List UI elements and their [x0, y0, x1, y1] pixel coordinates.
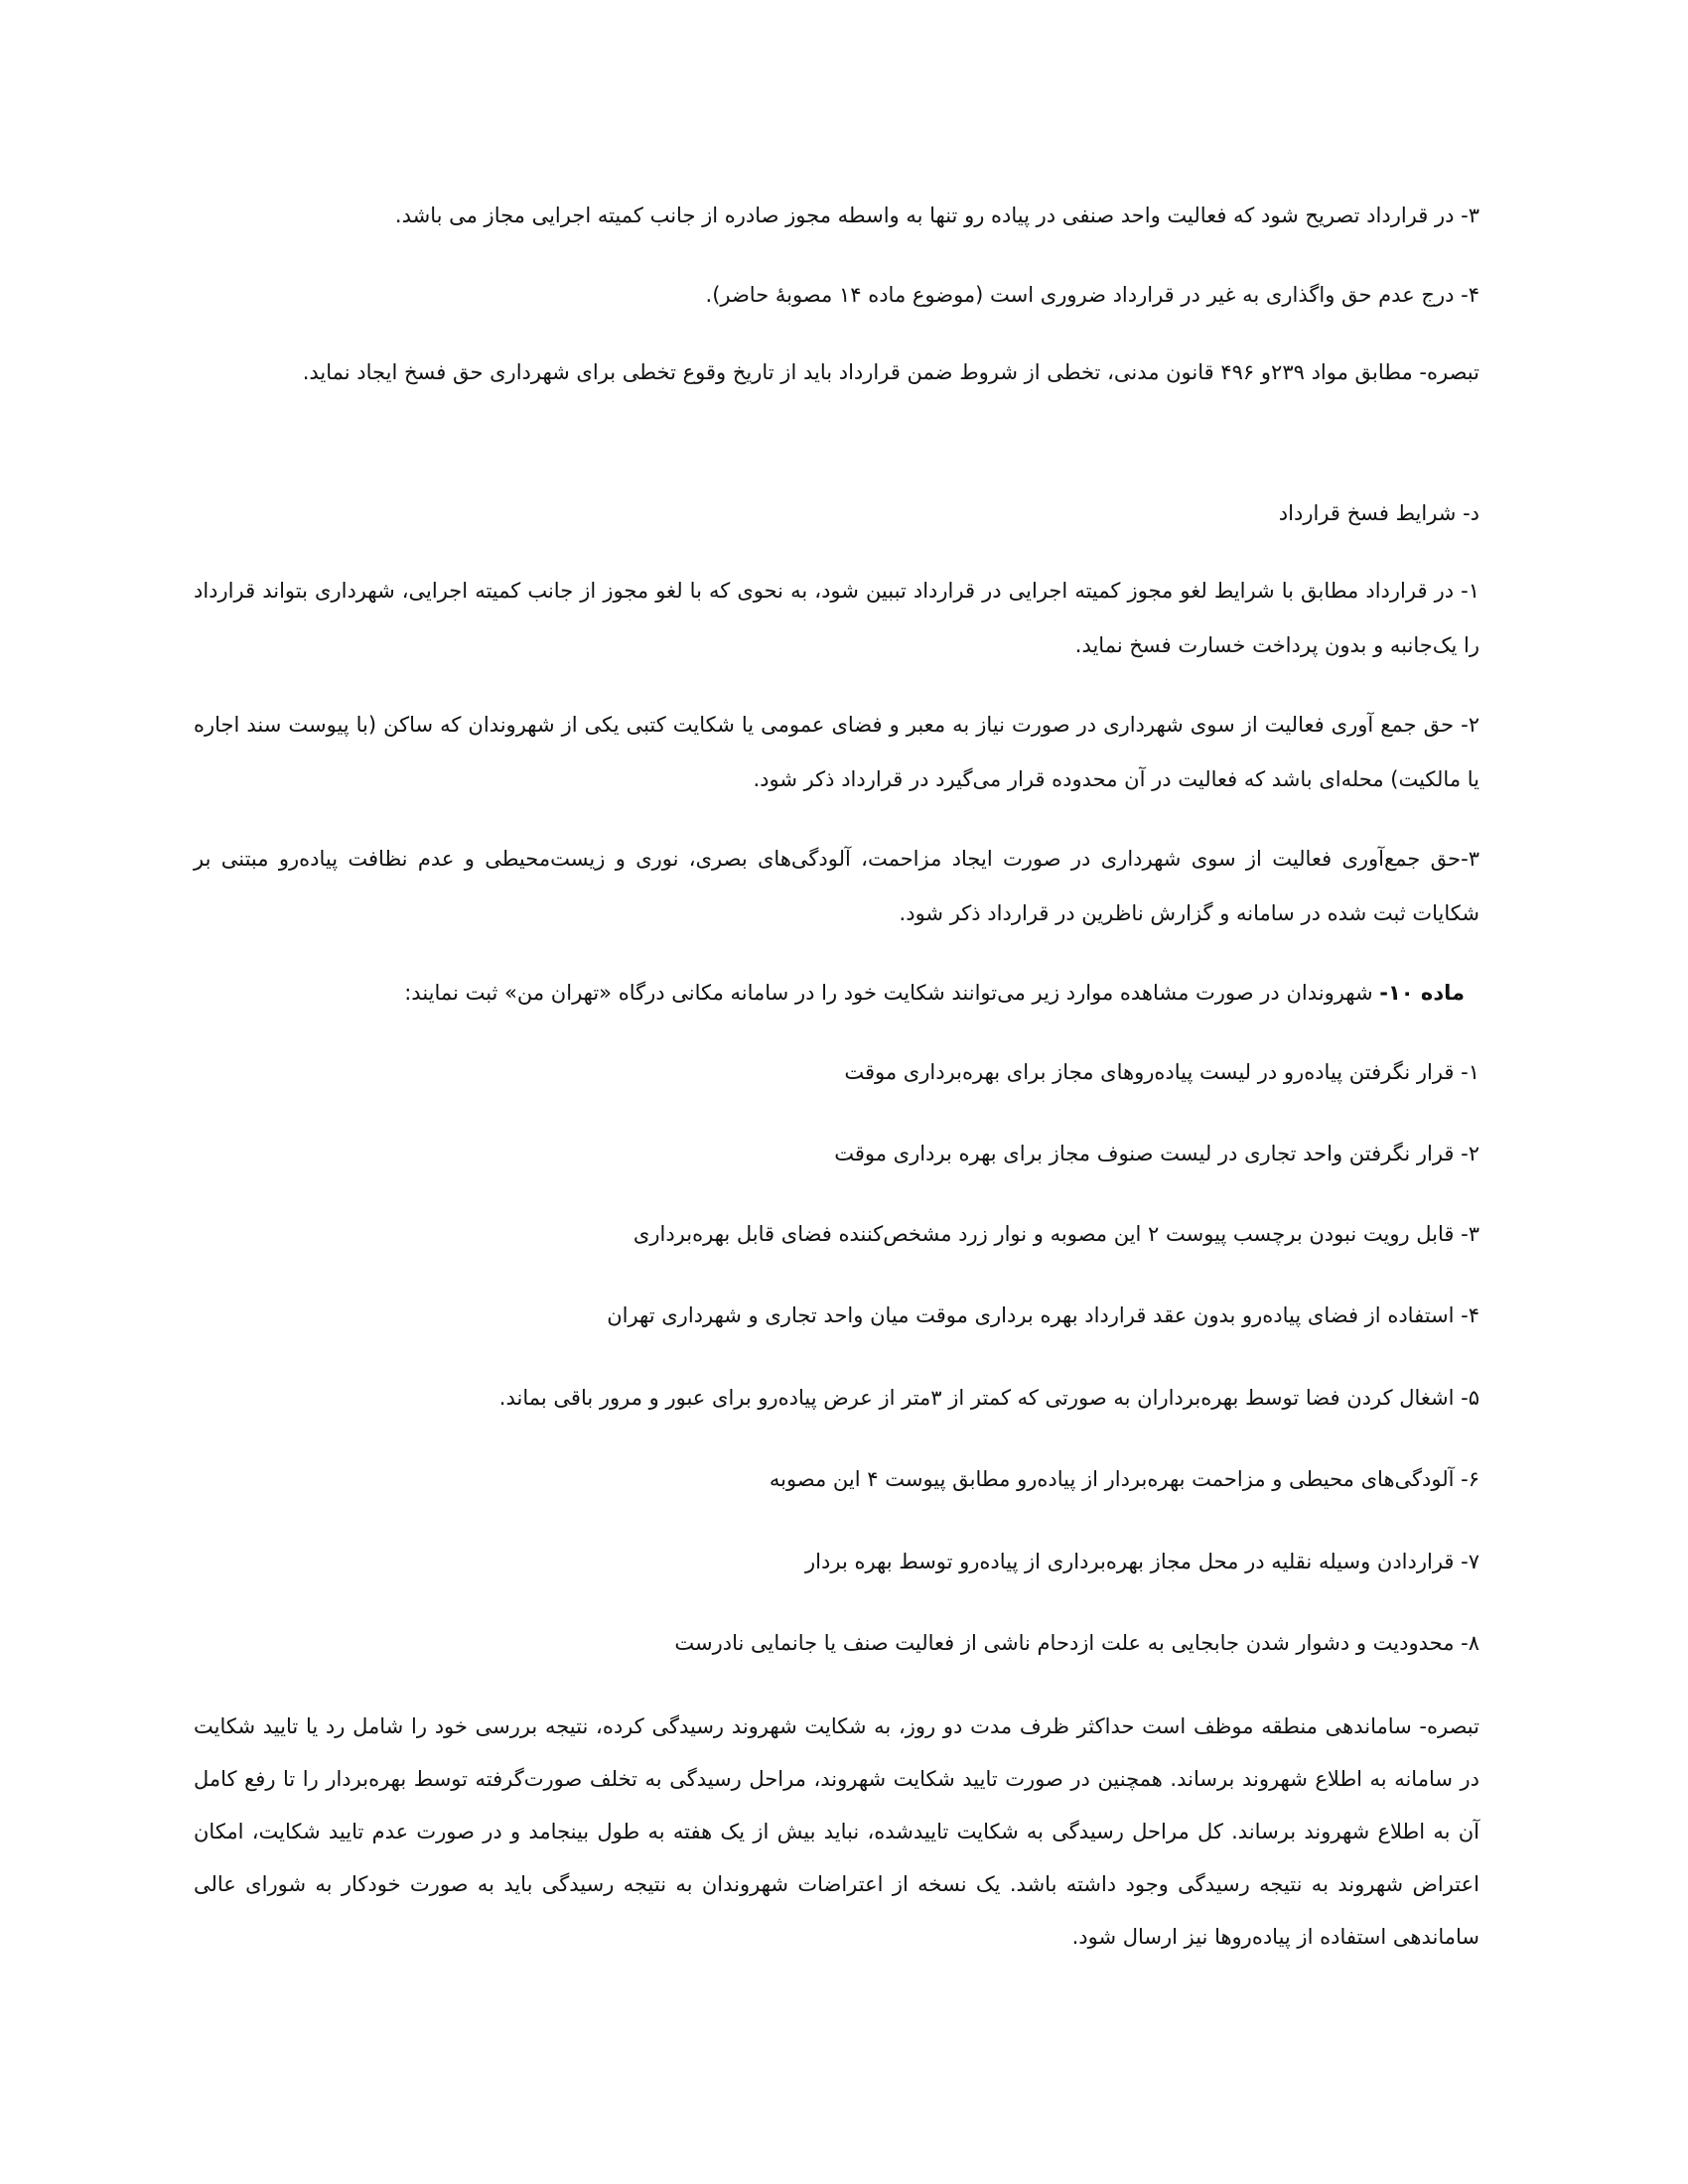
list-item: ۸- محدودیت و دشوار شدن جابجایی به علت ازدحام ناشی از فعالیت صنف یا جانمایی نادرست: [674, 1631, 1479, 1655]
list-item: ۳- قابل رویت نبودن برچسب پیوست ۲ این مصوبه و نوار زرد مشخص‌کننده فضای قابل بهره‌برداری: [633, 1222, 1479, 1246]
termination-clause-1: ۱- در قرارداد مطابق با شرایط لغو مجوز کمیته اجرایی در قرارداد تببین شود، به نحوی که با لغو مجوز از جانب کمیته اجرایی، شهرداری بتواند قرارداد را یک‌جانبه و بدون پرداخت خسارت فسخ نماید.: [194, 579, 1479, 657]
list-item: ۴- استفاده از فضای پیاده‌رو بدون عقد قرارداد بهره برداری موقت میان واحد تجاری و شهرداری تهران: [607, 1303, 1479, 1327]
clause-3: ۳- در قرارداد تصریح شود که فعالیت واحد صنفی در پیاده رو تنها به واسطه مجوز صادره از جانب کمیته اجرایی مجاز می باشد.: [394, 204, 1479, 227]
article-10-intro: [194, 966, 1465, 1021]
list-item: ۷- قراردادن وسیله نقلیه در محل مجاز بهره‌برداری از پیاده‌رو توسط بهره بردار: [805, 1550, 1479, 1573]
termination-clause-3: ۳-حق جمع‌آوری فعالیت از سوی شهرداری در صورت ایجاد مزاحمت، آلودگی‌های بصری، نوری و زیست‌محیطی و عدم نظافت پیاده‌رو مبتنی بر شکایات ثبت شده در سامانه و گزارش ناظرین در قرارداد ذکر شود.: [194, 847, 1479, 925]
section-d-heading: د- شرایط فسخ قرارداد: [1278, 501, 1479, 525]
termination-clause-2: ۲- حق جمع آوری فعالیت از سوی شهرداری در صورت نیاز به معبر و فضای عمومی یا شکایت کتبی یکی از شهروندان که ساکن (با پیوست سند اجاره یا مالکیت) محله‌ای باشد که فعالیت در آن محدوده قرار می‌گیرد در قرارداد ذکر شود.: [194, 713, 1479, 791]
list-item: ۲- قرار نگرفتن واحد تجاری در لیست صنوف مجاز برای بهره برداری موقت: [834, 1142, 1479, 1165]
article-10-intro-text: شهروندان در صورت مشاهده موارد زیر می‌توانند شکایت خود را در سامانه مکانی درگاه «تهران من» ثبت نمایند:: [404, 981, 1380, 1005]
note-civil-code: تبصره- مطابق مواد ۲۳۹و ۴۹۶ قانون مدنی، تخطی از شروط ضمن قرارداد باید از تاریخ وقوع تخطی برای شهرداری حق فسخ ایجاد نماید.: [302, 360, 1479, 384]
list-item: ۱- قرار نگرفتن پیاده‌رو در لیست پیاده‌روهای مجاز برای بهره‌برداری موقت: [844, 1060, 1479, 1084]
article-10-heading: ماده ۱۰-: [1379, 981, 1465, 1005]
list-item: ۶- آلودگی‌های محیطی و مزاحمت بهره‌بردار از پیاده‌رو مطابق پیوست ۴ این مصوبه: [769, 1467, 1479, 1491]
note-complaint-handling: تبصره- ساماندهی منطقه موظف است حداکثر ظرف مدت دو روز، به شکایت شهروند رسیدگی کرده، نتیجه بررسی خود را شامل رد یا تایید شکایت در سامانه به اطلاع شهروند برساند. همچنین در صورت تایید شکایت شهروند، مراحل رسیدگی به تخلف صورت‌گرفته توسط بهره‌بردار را تا رفع کامل آن به اطلاع شهروند برساند. کل مراحل رسیدگی به شکایت تاییدشده، نباید بیش از یک هفته به طول بینجامد و در صورت عدم تایید شکایت، امکان اعتراض شهروند به نتیجه رسیدگی وجود داشته باشد. یک نسخه از اعتراضات شهروندان به نتیجه رسیدگی باید به صورت خودکار به شورای عالی ساماندهی استفاده از پیاده‌روها نیز ارسال شود.: [194, 1714, 1479, 1949]
list-item: ۵- اشغال کردن فضا توسط بهره‌برداران به صورتی که کمتر از ۳متر از عرض پیاده‌رو برای عبور و مرور باقی بماند.: [498, 1386, 1479, 1410]
clause-4: ۴- درج عدم حق واگذاری به غیر در قرارداد ضروری است (موضوع ماده ۱۴ مصوبهٔ حاضر).: [705, 283, 1479, 307]
